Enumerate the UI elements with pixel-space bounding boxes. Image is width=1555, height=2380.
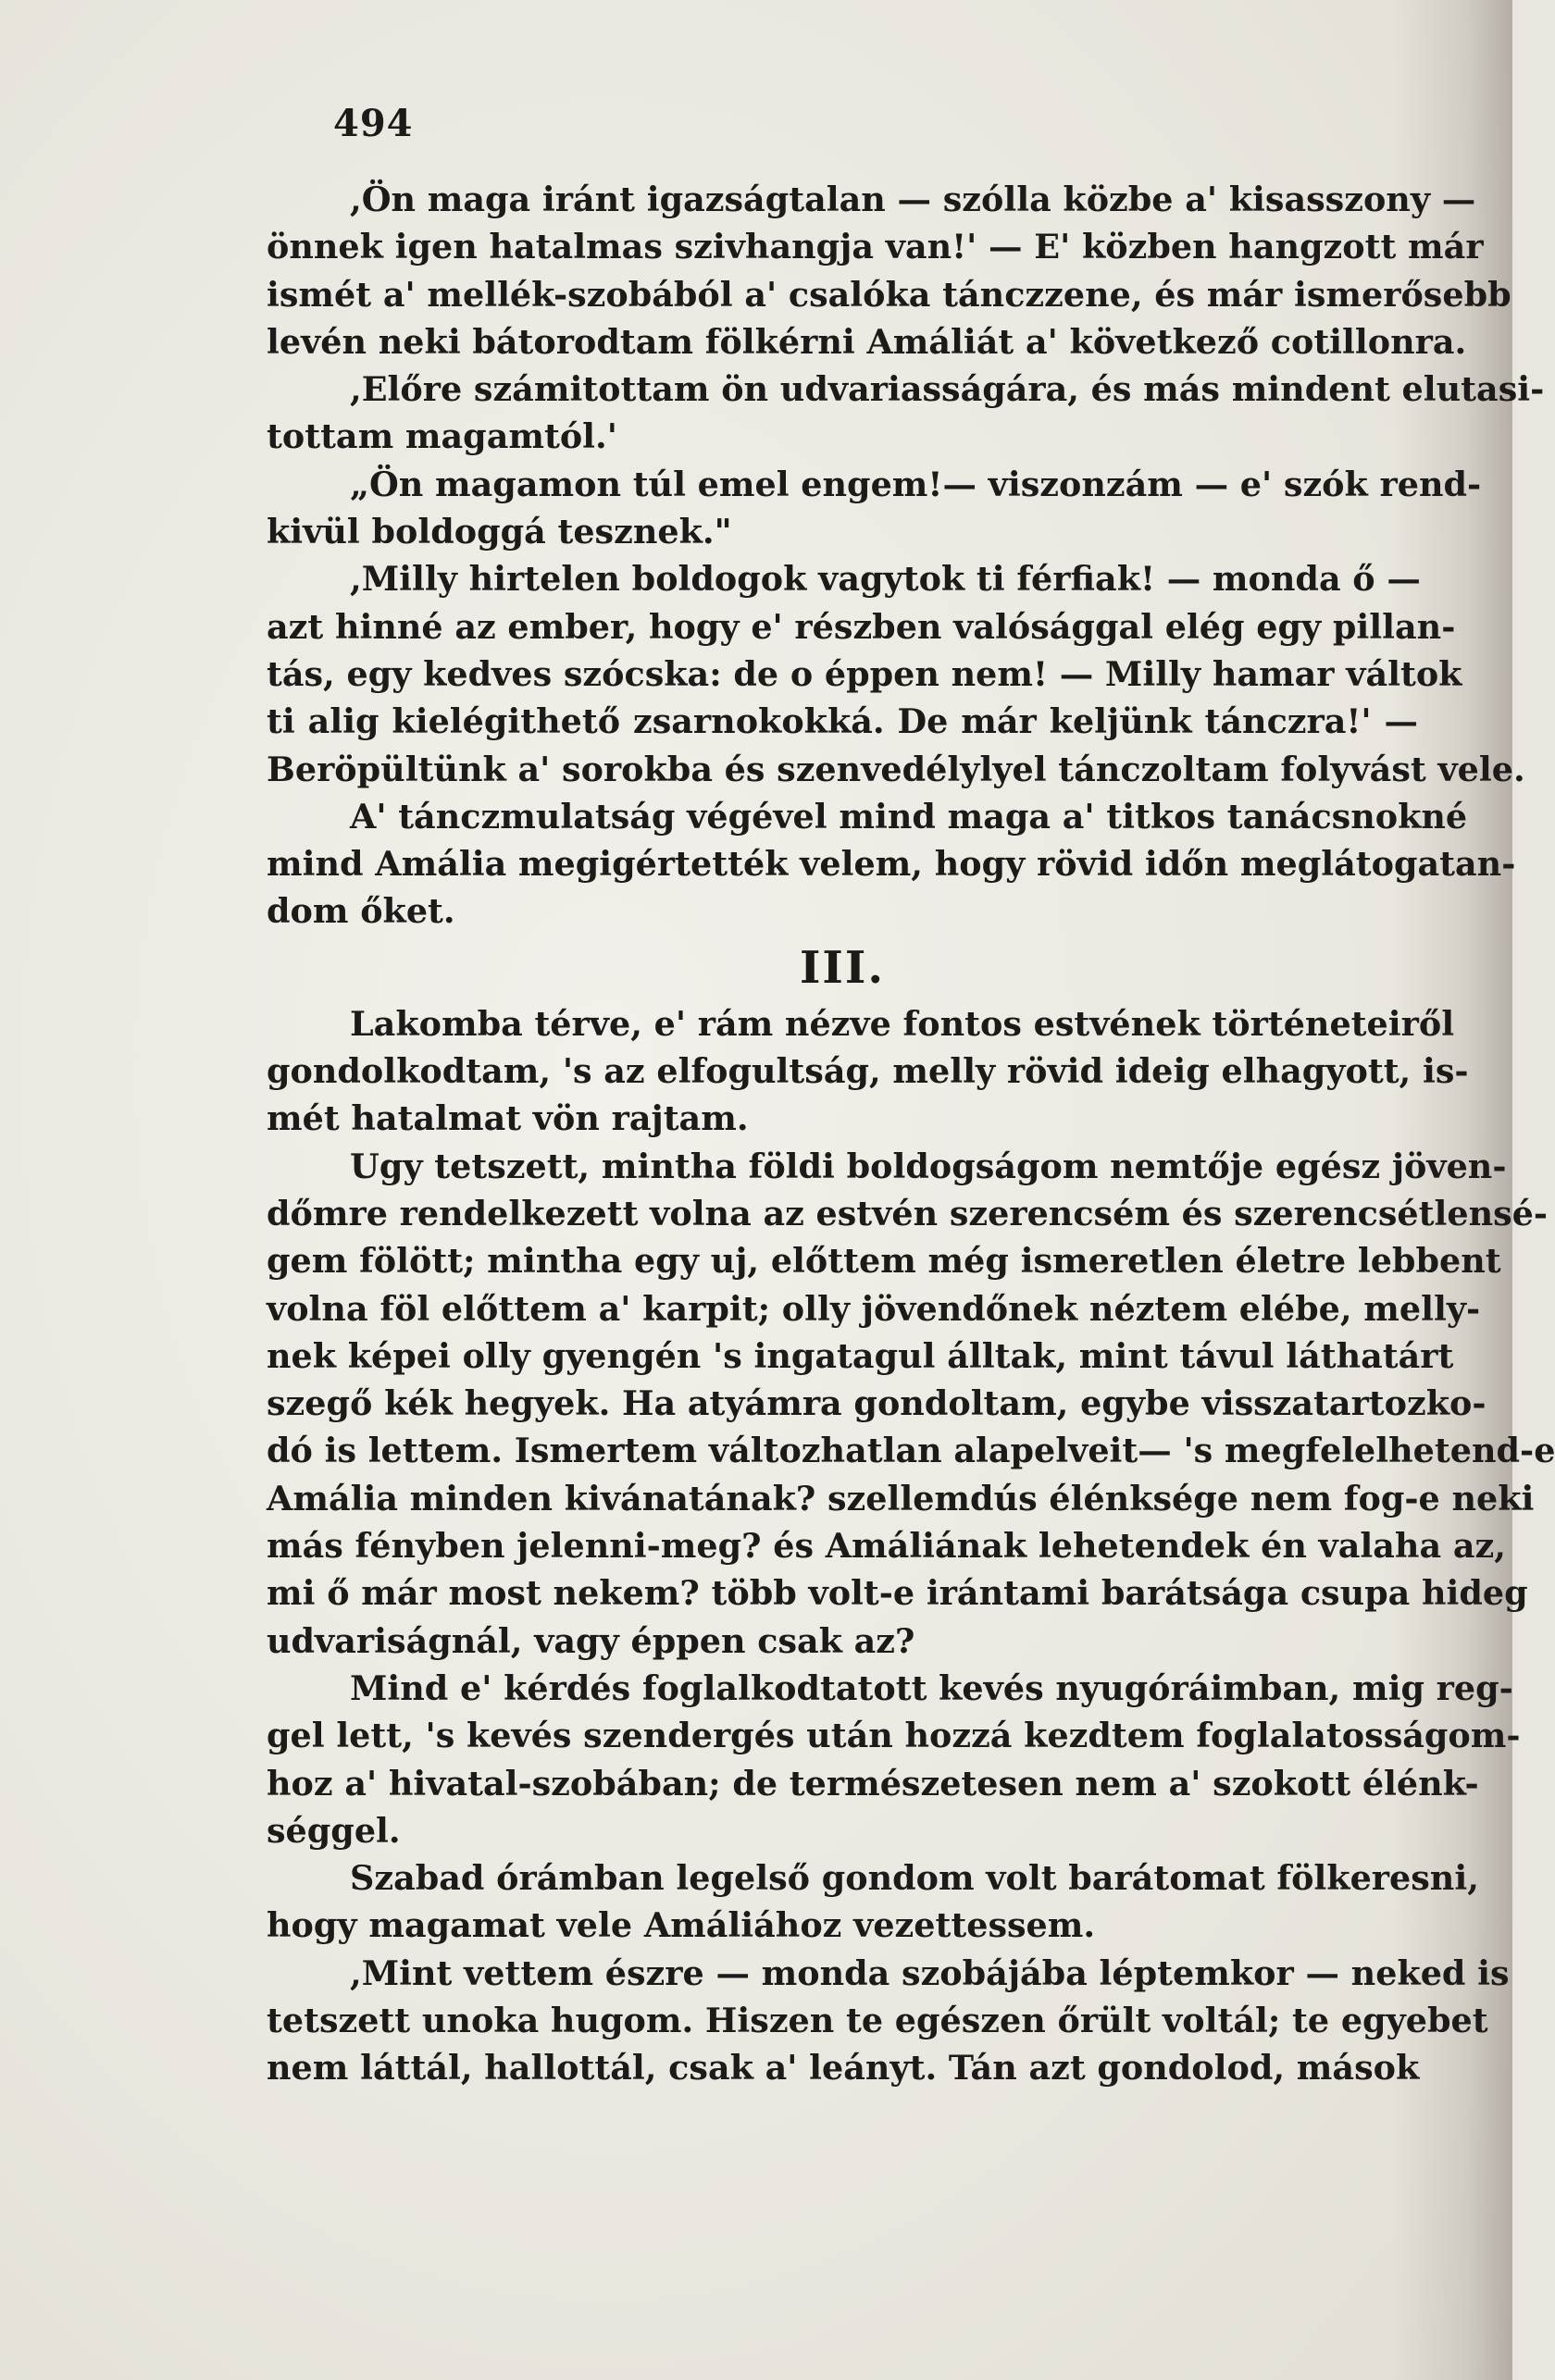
text-line: volna föl előttem a' karpit; olly jövendőnek néztem elébe, melly- — [267, 1288, 1481, 1329]
text-line: Mind e' kérdés foglalkodtatott kevés nyugóráimban, mig reg- — [350, 1667, 1513, 1708]
text-line: tetszett unoka hugom. Hiszen te egészen őrült voltál; te egyebet — [267, 2000, 1488, 2040]
text-line: azt hinné az ember, hogy e' részben valósággal elég egy pillan- — [267, 606, 1456, 647]
text-line: tottam magamtól.' — [267, 416, 617, 457]
section-heading: III. — [799, 941, 886, 994]
text-line: gem fölött; mintha egy uj, előttem még ismeretlen életre lebbent — [267, 1241, 1501, 1282]
text-line: ,Ön maga iránt igazságtalan — szólla közbe a' kisasszony — — [350, 180, 1476, 219]
text-line: Lakomba térve, e' rám nézve fontos estvének történeteiről — [350, 1003, 1455, 1044]
text-line: Szabad órámban legelső gondom volt barátomat fölkeresni, — [350, 1858, 1479, 1899]
text-line: gondolkodtam, 's az elfogultság, melly rövid ideig elhagyott, is- — [267, 1051, 1469, 1092]
text-line: ti alig kielégithető zsarnokokká. De már keljünk tánczra!' — — [267, 701, 1418, 742]
text-line: nem láttál, hallottál, csak a' leányt. Tán azt gondolod, mások — [267, 2048, 1420, 2089]
text-line: „Ön magamon túl emel engem!— viszonzám — e' szók rend- — [350, 464, 1482, 504]
text-line: mét hatalmat vön rajtam. — [267, 1098, 749, 1139]
text-line: A' tánczmulatság végével mind maga a' titkos tanácsnokné — [350, 796, 1468, 837]
text-line: ,Milly hirtelen boldogok vagytok ti férfiak! — monda ő — — [350, 559, 1421, 600]
page-number: 494 — [333, 102, 414, 145]
text-line: szegő kék hegyek. Ha atyámra gondoltam, egybe visszatartozko- — [267, 1383, 1487, 1424]
text-line: dőmre rendelkezett volna az estvén szerencsém és szerencsétlensé- — [267, 1193, 1549, 1233]
text-line: tás, egy kedves szócska: de o éppen nem! — Milly hamar váltok — [267, 653, 1462, 694]
text-line: mi ő már most nekem? több volt-e irántami barátsága csupa hideg — [267, 1573, 1528, 1614]
text-line: hogy magamat vele Amáliához vezettessem. — [267, 1905, 1096, 1946]
text-line: hoz a' hivatal-szobában; de természetesen nem a' szokott élénk- — [267, 1763, 1479, 1804]
text-line: ismét a' mellék-szobából a' csalóka tánczzene, és már ismerősebb — [267, 274, 1511, 315]
body-text — [267, 176, 1555, 2092]
text-line: ,Előre számitottam ön udvariasságára, és más mindent elutasi- — [350, 369, 1545, 410]
text-line: dó is lettem. Ismertem változhatlan alapelveit— 's megfelelhetend-e — [267, 1431, 1555, 1471]
text-line: Beröpültünk a' sorokba és szenvedélylyel tánczoltam folyvást vele. — [267, 749, 1525, 789]
text-line: kivül boldoggá tesznek." — [267, 512, 732, 552]
text-line: Amália minden kivánatának? szellemdús élénksége nem fog-e neki — [267, 1478, 1535, 1518]
text-line: dom őket. — [267, 891, 455, 932]
text-line: séggel. — [267, 1810, 401, 1851]
text-line: Ugy tetszett, mintha földi boldogságom nemtője egész jöven- — [350, 1146, 1507, 1186]
text-line: ,Mint vettem észre — monda szobájába léptemkor — neked is — [350, 1952, 1510, 1993]
text-line: nek képei olly gyengén 's ingatagul álltak, mint távul láthatárt — [267, 1335, 1454, 1376]
text-line: gel lett, 's kevés szendergés után hozzá kezdtem foglalatosságom- — [267, 1716, 1521, 1756]
text-line: mind Amália megigértették velem, hogy rövid időn meglátogatan- — [267, 844, 1516, 885]
text-line: más fényben jelenni-meg? és Amáliának lehetendek én valaha az, — [267, 1526, 1506, 1567]
text-line: udvariságnál, vagy éppen csak az? — [267, 1620, 915, 1661]
text-line: levén neki bátorodtam fölkérni Amáliát a' következő cotillonra. — [267, 321, 1467, 362]
text-line: önnek igen hatalmas szivhangja van!' — E' közben hangzott már — [267, 227, 1484, 267]
